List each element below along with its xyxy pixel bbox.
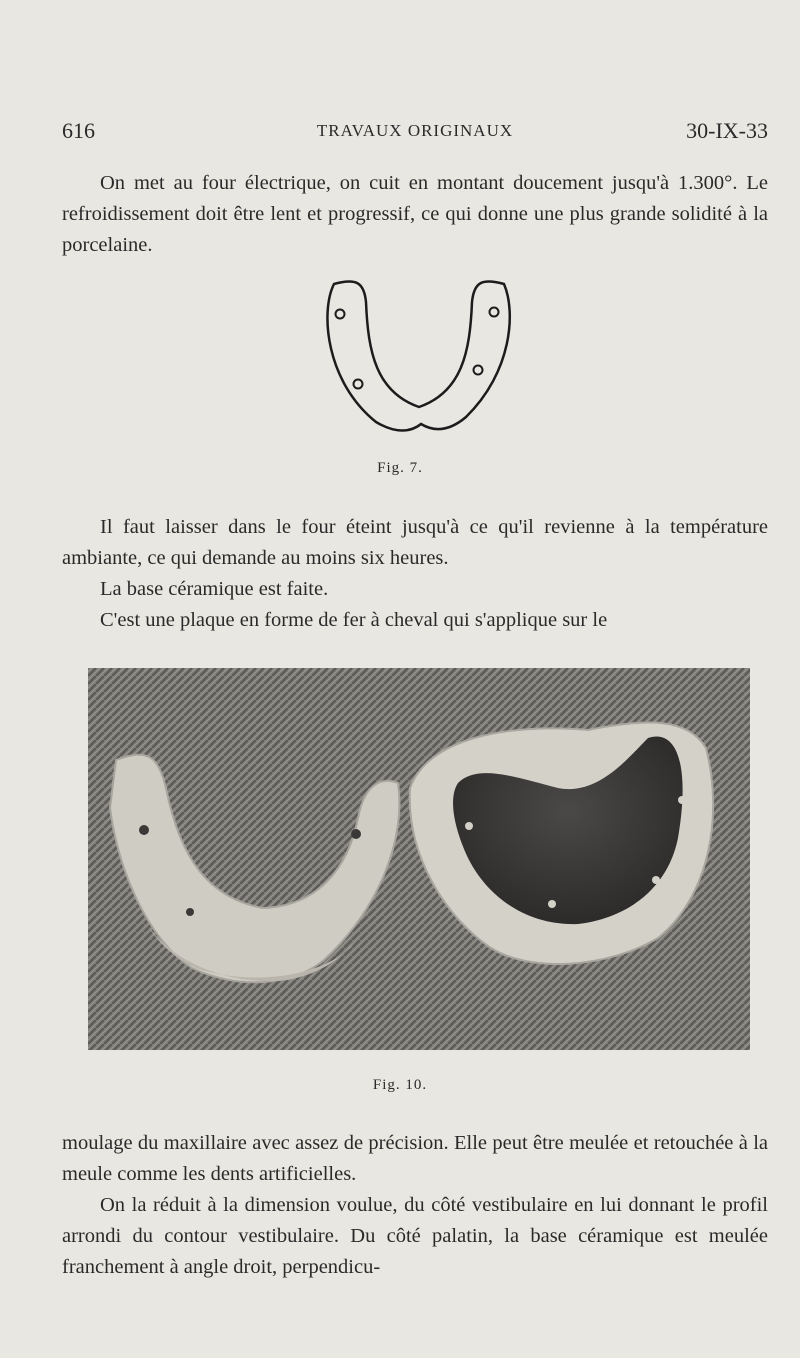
figure-10-caption: Fig. 10.: [372, 1077, 428, 1093]
hole-2: [490, 308, 499, 317]
paragraph-base-done: La base céramique est faite.: [100, 578, 329, 600]
paragraph-firing: On met au four électrique, on cuit en montant doucement jusqu'à 1.300°. Le refroidissement doit être lent et progressif, ce qui donne une plus grande solidité à la porcelaine.: [62, 172, 768, 256]
running-title: TRAVAUX ORIGINAUX: [316, 121, 514, 140]
model-pin-4: [678, 796, 686, 804]
running-header: [62, 118, 768, 148]
horseshoe-outline: [327, 281, 509, 430]
paragraph-molding-text: moulage du maxillaire avec assez de précision. Elle peut être meulée et retouchée à la meule comme les dents artificielles.: [62, 1132, 768, 1185]
paragraph-reduction: On la réduit à la dimension voulue, du côté vestibulaire en lui donnant le profil arrondi du contour vestibulaire. Du côté palatin, la base céramique est meulée franchement à angle droit, perpendicu-: [62, 1194, 768, 1278]
model-pin-2: [548, 900, 556, 908]
model-pin-3: [652, 876, 660, 884]
figure-7-caption: Fig. 7.: [377, 460, 423, 476]
hole-1: [336, 310, 345, 319]
issue-date: 30-IX-33: [686, 118, 768, 143]
model-pin-1: [465, 822, 473, 830]
paragraph-horseshoe: C'est une plaque en forme de fer à cheval qui s'applique sur le: [100, 609, 608, 631]
figure-7-horseshoe-drawing: [316, 272, 522, 444]
paragraph-cooling: [62, 512, 768, 636]
hole-4: [474, 366, 483, 375]
hole-3: [354, 380, 363, 389]
figure-10-photograph: [88, 668, 750, 1050]
paragraph-molding: [62, 1128, 768, 1283]
base-hole-3: [186, 908, 194, 916]
page-number: 616: [62, 118, 95, 143]
base-hole-2: [351, 829, 361, 839]
paragraph-cooling-text: Il faut laisser dans le four éteint jusqu'à ce qu'il revienne à la température ambiante, ce qui demande au moins six heures.: [62, 516, 768, 569]
base-hole-1: [139, 825, 149, 835]
